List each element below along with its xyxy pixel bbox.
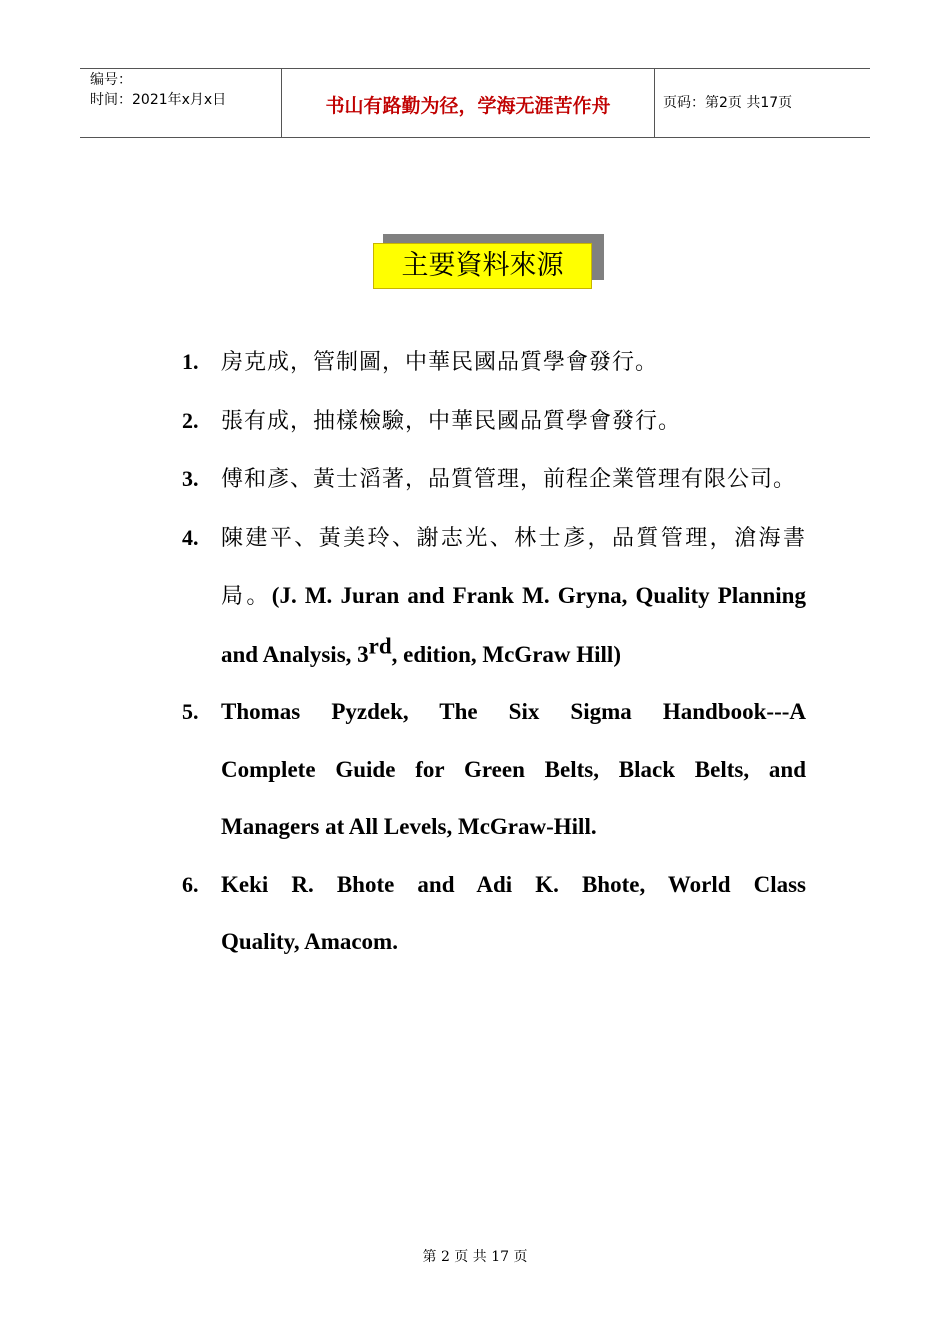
document-number-label: 编号：	[90, 72, 132, 88]
header-motto: 书山有路勤为径，学海无涯苦作舟	[325, 95, 611, 117]
reference-item	[182, 509, 806, 684]
reference-text: 傅和彥、黃士滔著，品質管理，前程企業管理有限公司。	[221, 467, 797, 492]
reference-number: 6.	[182, 871, 199, 897]
page-footer: 第 2 页 共 17 页	[422, 1249, 528, 1265]
reference-text: 張有成，抽樣檢驗，中華民國品質學會發行。	[221, 408, 682, 434]
reference-number: 1.	[182, 349, 199, 374]
reference-item	[182, 450, 806, 509]
reference-number: 5.	[182, 699, 199, 724]
reference-item	[182, 856, 806, 971]
reference-list	[182, 333, 806, 971]
reference-text: 陳建平、黃美玲、謝志光、林士彥，品質管理，滄海書局。	[221, 525, 806, 609]
reference-line: Managers at All Levels, McGraw-Hill.	[221, 814, 597, 839]
header-motto-cell	[281, 69, 655, 137]
header-meta-cell	[80, 69, 280, 137]
ordinal-superscript: rd	[368, 633, 392, 659]
document-time-label: 时间：2021年x月x日	[90, 92, 227, 108]
reference-line: Complete Guide for Green Belts, Black Belts, and	[221, 756, 806, 782]
section-title: 主要資料來源	[373, 243, 592, 289]
reference-line: Quality, Amacom.	[221, 929, 398, 954]
reference-number: 2.	[182, 407, 199, 433]
header-page-info: 页码：第2页 共17页	[663, 95, 793, 111]
reference-english-text: (J. M. Juran and Frank M. Gryna, Quality Planning and Analysis, 3	[221, 583, 806, 667]
reference-number: 3.	[182, 466, 199, 491]
page-header	[80, 68, 870, 138]
reference-item	[182, 392, 806, 451]
reference-item	[182, 683, 806, 856]
reference-line: Keki R. Bhote and Adi K. Bhote, World Class	[221, 871, 806, 897]
reference-text: 房克成，管制圖，中華民國品質學會發行。	[221, 350, 659, 375]
reference-english-text-end: , edition, McGraw Hill)	[391, 641, 621, 667]
reference-item	[182, 333, 806, 392]
reference-number: 4.	[182, 524, 199, 550]
header-page-cell	[655, 69, 870, 137]
reference-line: Thomas Pyzdek, The Six Sigma Handbook---A	[221, 699, 806, 724]
